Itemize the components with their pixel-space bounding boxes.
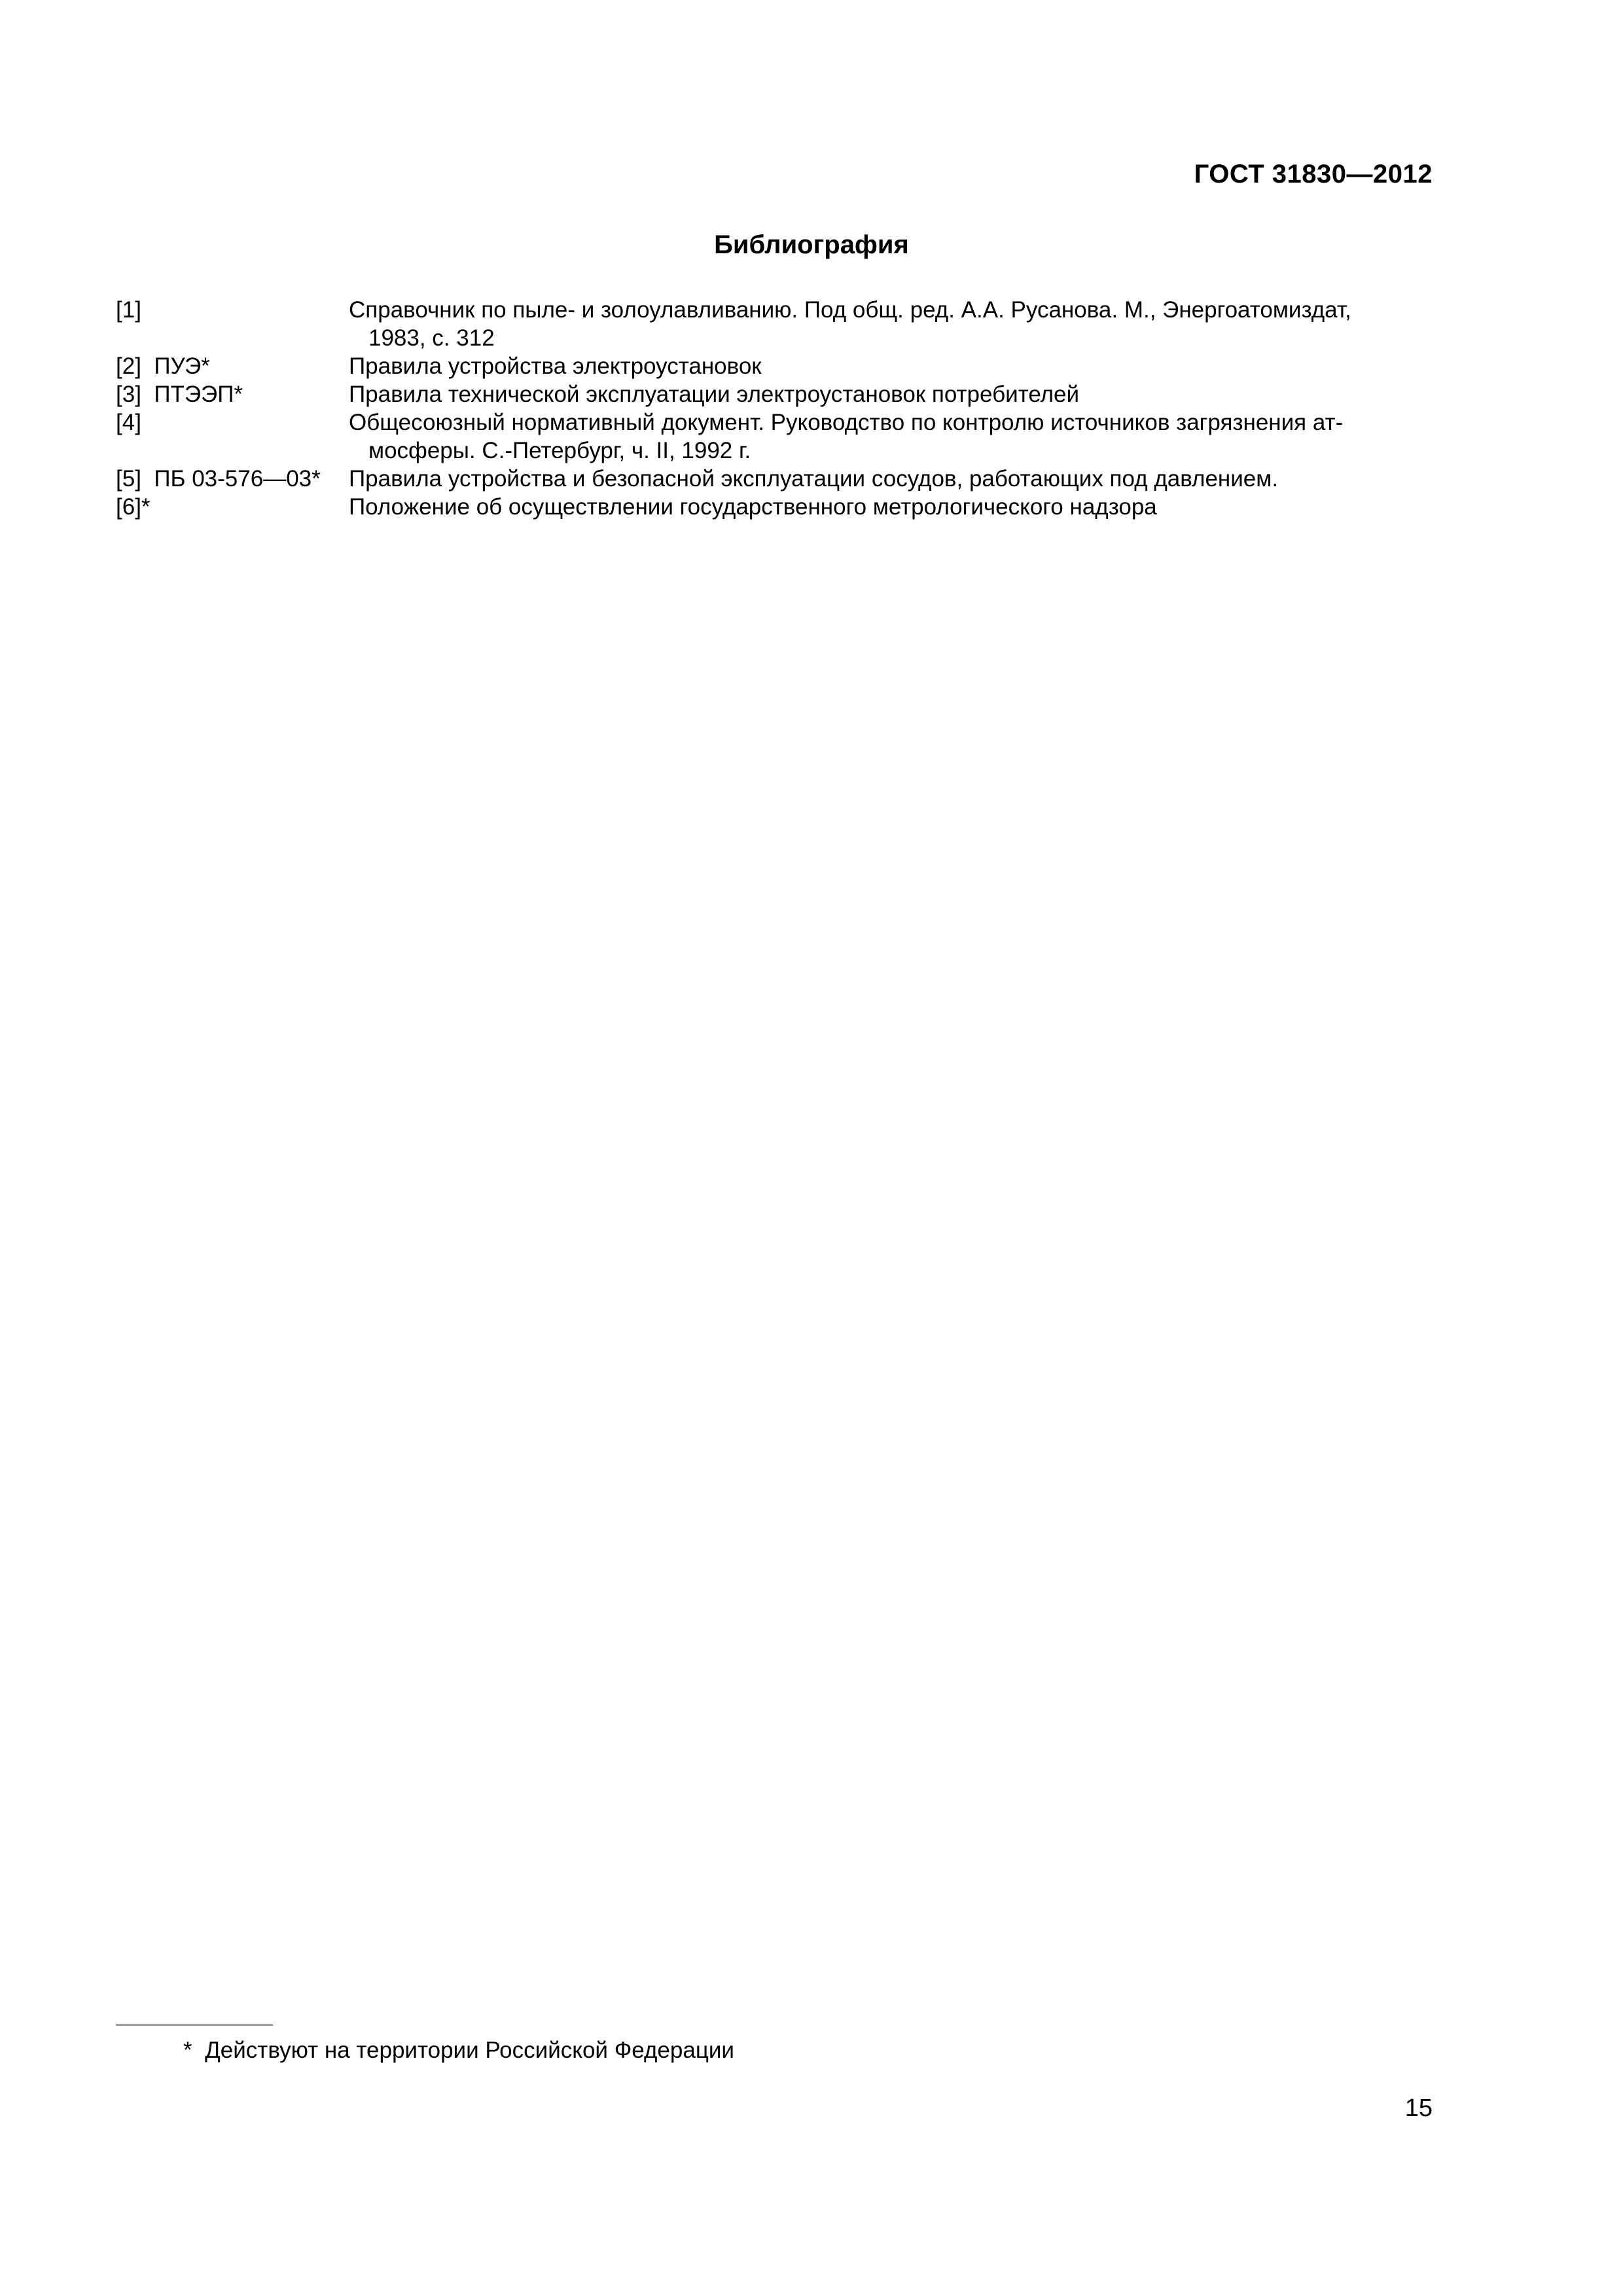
page-number: 15	[1404, 2094, 1433, 2122]
bibliography-text-line: Общесоюзный нормативный документ. Руководство по контролю источников загрязнения ат-	[349, 410, 1344, 435]
bibliography-text-line: Правила технической эксплуатации электроустановок потребителей	[349, 382, 1080, 407]
bibliography-text	[349, 352, 1433, 380]
bibliography-text	[349, 493, 1433, 521]
bibliography-ref: [3] ПТЭЭП*	[116, 382, 243, 407]
bibliography-ref: [4]	[116, 410, 141, 435]
bibliography-ref: [6]*	[116, 494, 151, 520]
document-code: ГОСТ 31830—2012	[1194, 160, 1433, 188]
bibliography-text-line: 1983, с. 312	[368, 325, 495, 351]
bibliography-entry-5	[116, 465, 1433, 493]
bibliography-text-line: Правила устройства электроустановок	[349, 353, 762, 379]
bibliography-text	[349, 408, 1433, 465]
bibliography-ref: [1]	[116, 297, 141, 323]
footnote-divider	[116, 2024, 273, 2026]
bibliography-title: Библиография	[714, 230, 909, 259]
bibliography-entry-1	[116, 296, 1433, 352]
bibliography-text-line: Положение об осуществлении государственного метрологического надзора	[349, 494, 1157, 520]
bibliography-ref: [5] ПБ 03-576—03*	[116, 466, 321, 492]
bibliography-text-line: мосферы. С.-Петербург, ч. II, 1992 г.	[368, 438, 751, 463]
bibliography-text	[349, 296, 1433, 352]
bibliography-text-line: Справочник по пыле- и золоулавливанию. Под общ. ред. А.А. Русанова. М., Энергоатомиздат,	[349, 297, 1351, 323]
bibliography-text-line: Правила устройства и безопасной эксплуатации сосудов, работающих под давлением.	[349, 466, 1279, 492]
bibliography-entry-2	[116, 352, 1433, 380]
bibliography-entry-3	[116, 380, 1433, 408]
bibliography-list	[116, 296, 1433, 521]
bibliography-ref: [2] ПУЭ*	[116, 353, 210, 379]
bibliography-entry-6	[116, 493, 1433, 521]
bibliography-text	[349, 380, 1433, 408]
bibliography-text	[349, 465, 1433, 493]
bibliography-entry-4	[116, 408, 1433, 465]
footnote: * Действуют на территории Российской Федерации	[183, 2037, 734, 2063]
